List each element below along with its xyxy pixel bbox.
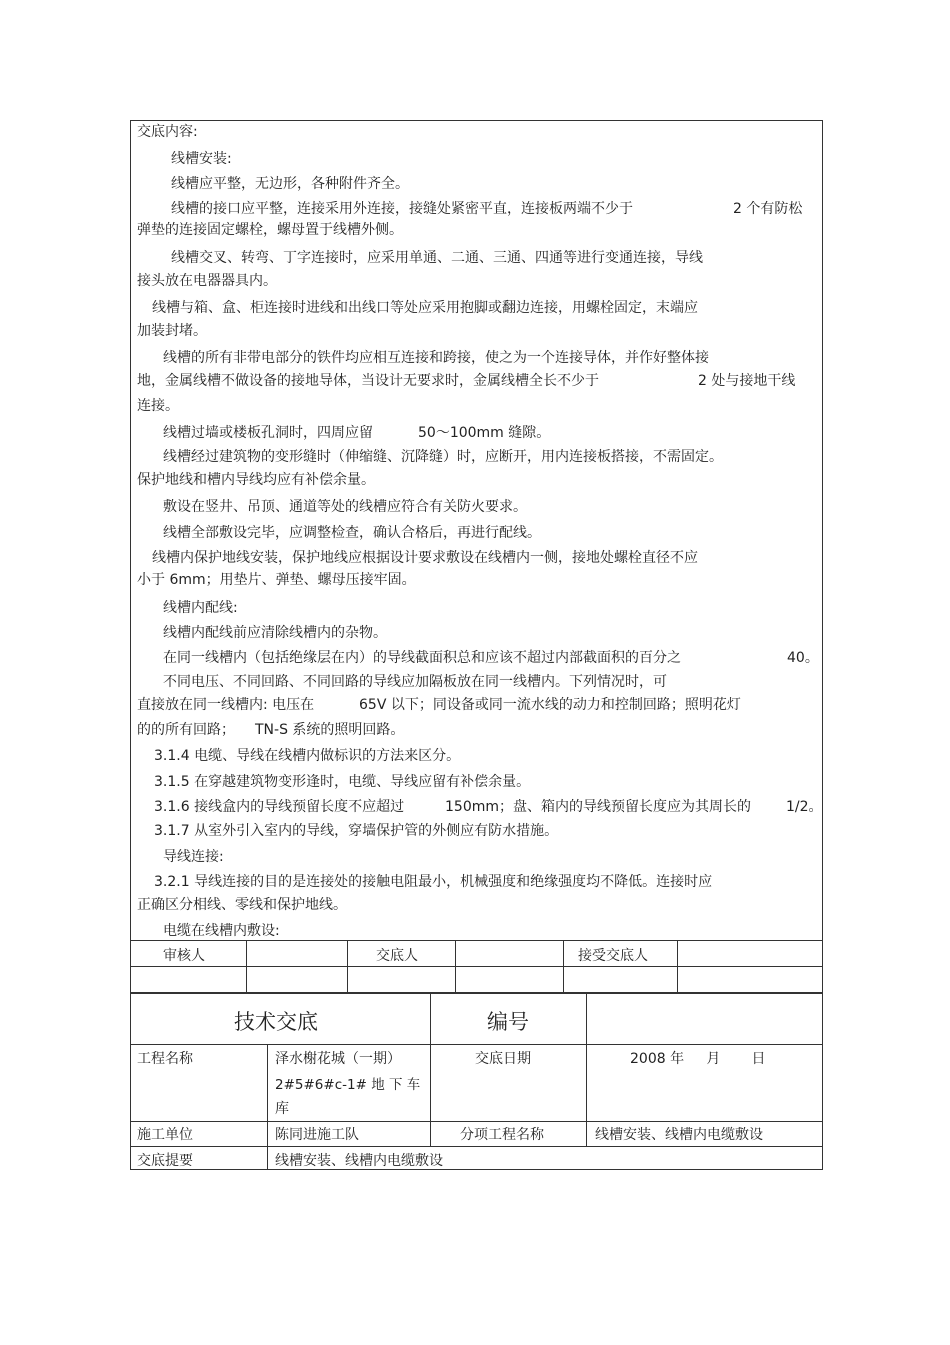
paragraph-line: 的的所有回路；	[137, 722, 235, 738]
date-value: 2008 年 月 日	[630, 1051, 766, 1067]
divider	[130, 1044, 823, 1045]
paragraph-line: 小于 6mm；用垫片、弹垫、螺母压接牢固。	[137, 572, 416, 588]
receiver-label: 接受交底人	[578, 948, 648, 964]
paragraph-line: 线槽应平整，无边形，各种附件齐全。	[171, 176, 409, 192]
divider	[130, 1121, 823, 1122]
summary-value: 线槽安装、线槽内电缆敷设	[275, 1153, 443, 1169]
divider	[130, 940, 823, 941]
divider	[455, 940, 456, 993]
paragraph-line: 3.1.5 在穿越建筑物变形逢时，电缆、导线应留有补偿余量。	[154, 774, 531, 790]
paragraph-line: 线槽的接口应平整，连接采用外连接，接缝处紧密平直，连接板两端不少于	[171, 201, 633, 217]
date-label: 交底日期	[475, 1051, 531, 1067]
paragraph-line: 线槽的所有非带电部分的铁件均应相互连接和跨接，使之为一个连接导体，并作好整体接	[163, 350, 709, 366]
paragraph-line: 3.2.1 导线连接的目的是连接处的接触电阻最小，机械强度和绝缘强度均不降低。连接时应	[154, 874, 713, 890]
paragraph-line: 直接放在同一线槽内: 电压在	[137, 697, 315, 713]
paragraph-line: 线槽经过建筑物的变形缝时（伸缩缝、沉降缝）时，应断开，用内连接板搭接，不需固定。	[163, 449, 723, 465]
sub-project-label: 分项工程名称	[460, 1127, 544, 1143]
paragraph-line: 线槽交叉、转弯、丁字连接时，应采用单通、二通、三通、四通等进行变通连接，导线	[171, 250, 703, 266]
content-heading: 交底内容:	[137, 124, 198, 140]
paragraph-line: 线槽与箱、盒、柜连接时进线和出线口等处应采用抱脚或翻边连接，用螺栓固定，末端应	[152, 300, 698, 316]
paragraph-line: 不同电压、不同回路、不同回路的导线应加隔板放在同一线槽内。下列情况时，可	[163, 674, 667, 690]
number-label: 编号	[487, 1010, 529, 1034]
paragraph-line: 线槽内配线:	[163, 600, 238, 616]
sub-project-value: 线槽安装、线槽内电缆敷设	[595, 1127, 763, 1143]
paragraph-line: 连接。	[137, 398, 179, 414]
project-name-value: 泽水榭花城（一期）	[275, 1051, 401, 1067]
paragraph-line: TN-S 系统的照明回路。	[255, 722, 405, 738]
paragraph-line: 线槽安装:	[171, 151, 232, 167]
divider	[130, 1146, 823, 1147]
discloser-label: 交底人	[376, 948, 418, 964]
divider	[130, 966, 823, 967]
paragraph-line: 2 个有防松	[733, 201, 803, 217]
project-name-label: 工程名称	[137, 1051, 193, 1067]
paragraph-line: 3.1.7 从室外引入室内的导线，穿墙保护管的外侧应有防水措施。	[154, 823, 559, 839]
paragraph-line: 线槽过墙或楼板孔洞时，四周应留	[163, 425, 373, 441]
divider	[563, 940, 564, 993]
paragraph-line: 电缆在线槽内敷设:	[163, 923, 280, 939]
paragraph-line: 导线连接:	[163, 849, 224, 865]
project-name-value: 2#5#6#c-1# 地 下 车	[275, 1077, 421, 1093]
reviewer-label: 审核人	[163, 948, 205, 964]
paragraph-line: 线槽全部敷设完毕，应调整检查，确认合格后，再进行配线。	[163, 525, 541, 541]
paragraph-line: 线槽内配线前应清除线槽内的杂物。	[163, 625, 387, 641]
paragraph-line: 50～100mm 缝隙。	[418, 425, 551, 441]
document-title: 技术交底	[234, 1010, 318, 1034]
divider	[246, 940, 247, 993]
project-name-value: 库	[275, 1101, 289, 1117]
paragraph-line: 3.1.4 电缆、导线在线槽内做标识的方法来区分。	[154, 748, 461, 764]
divider	[677, 940, 678, 993]
construction-unit-label: 施工单位	[137, 1127, 193, 1143]
divider	[347, 940, 348, 993]
paragraph-line: 150mm；盘、箱内的导线预留长度应为其周长的	[445, 799, 751, 815]
divider	[430, 993, 431, 1146]
construction-unit-value: 陈同进施工队	[275, 1127, 359, 1143]
paragraph-line: 地，金属线槽不做设备的接地导体，当设计无要求时，金属线槽全长不少于	[137, 373, 599, 389]
paragraph-line: 保护地线和槽内导线均应有补偿余量。	[137, 472, 375, 488]
divider	[267, 1044, 268, 1170]
paragraph-line: 线槽内保护地线安装，保护地线应根据设计要求敷设在线槽内一侧，接地处螺栓直径不应	[152, 550, 698, 566]
paragraph-line: 敷设在竖井、吊顶、通道等处的线槽应符合有关防火要求。	[163, 499, 527, 515]
paragraph-line: 65V 以下；同设备或同一流水线的动力和控制回路；照明花灯	[359, 697, 741, 713]
paragraph-line: 2 处与接地干线	[698, 373, 796, 389]
paragraph-line: 加装封堵。	[137, 323, 207, 339]
paragraph-line: 3.1.6 接线盒内的导线预留长度不应超过	[154, 799, 405, 815]
summary-label: 交底提要	[137, 1153, 193, 1169]
paragraph-line: 接头放在电器器具内。	[137, 273, 277, 289]
paragraph-line: 1/2。	[786, 799, 823, 815]
paragraph-line: 弹垫的连接固定螺栓，螺母置于线槽外侧。	[137, 222, 403, 238]
divider	[586, 993, 587, 1146]
paragraph-line: 正确区分相线、零线和保护地线。	[137, 897, 347, 913]
paragraph-line: 40。	[787, 650, 819, 666]
paragraph-line: 在同一线槽内（包括绝缘层在内）的导线截面积总和应该不超过内部截面积的百分之	[163, 650, 681, 666]
